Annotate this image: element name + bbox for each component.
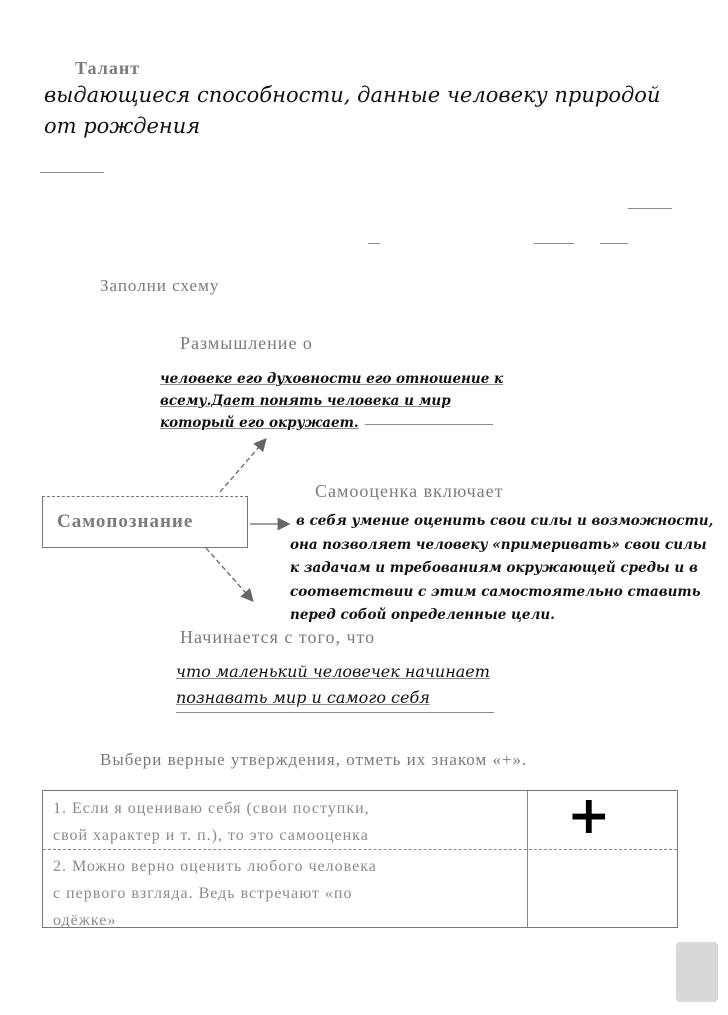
talent-answer-line-2: от рождения	[44, 114, 201, 138]
statement-row-2	[53, 853, 523, 934]
arrow-to-reflection	[220, 440, 265, 492]
reflection-label: Размышление о	[180, 333, 313, 353]
statement-2-line-2: с первого взгляда. Ведь встречают «по	[53, 885, 353, 902]
begins-label: Начинается с того, что	[180, 627, 376, 647]
statement-2-line-3: одёжке»	[53, 912, 117, 929]
statement-1-mark[interactable]: +	[567, 785, 611, 846]
self-assessment-label: Самооценка включает	[315, 481, 504, 501]
reflection-answer-line-3: который его окружает.	[160, 415, 359, 431]
statement-2-mark[interactable]	[543, 861, 663, 911]
statement-row-1	[53, 795, 523, 849]
reflection-answer-line-2: всему.Дает понять человека и мир	[160, 393, 451, 409]
self-assessment-answer-line-3: к задачам и требованиям окружающей среды и в	[290, 560, 698, 576]
arrow-to-begins	[206, 548, 252, 600]
scheme-instruction: Заполни схему	[100, 276, 220, 295]
talent-label: Талант	[75, 58, 141, 78]
talent-answer-line-1: выдающиеся способности, данные человеку природой	[44, 83, 661, 107]
table-row-divider	[43, 849, 677, 850]
self-assessment-answer-line-5: перед собой определенные цели.	[290, 607, 555, 623]
statement-1-line-2: свой характер и т. п.), то это самооценка	[53, 827, 369, 844]
statements-instruction: Выбери верные утверждения, отметь их знаком «+».	[100, 750, 528, 769]
table-column-divider	[527, 791, 528, 927]
self-assessment-answer-line-1: в себя умение оценить свои силы и возможности,	[296, 513, 714, 529]
self-assessment-answer-line-2: она позволяет человеку «примеривать» свои силы	[290, 537, 707, 553]
reflection-answer-line-1: человеке его духовности его отношение к	[160, 371, 504, 387]
corner-logo-icon	[676, 942, 718, 1002]
statement-2-line-1: 2. Можно верно оценить любого человека	[53, 858, 377, 875]
self-assessment-answer-line-4: соответствии с этим самостоятельно ставить	[290, 584, 701, 600]
statement-1-line-1: 1. Если я оцениваю себя (свои поступки,	[53, 800, 370, 817]
statements-table	[42, 785, 678, 929]
self-knowledge-label: Самопознание	[57, 511, 194, 532]
begins-answer-line-2: познавать мир и самого себя	[176, 688, 430, 707]
begins-answer-line-1: что маленький человечек начинает	[176, 662, 490, 681]
